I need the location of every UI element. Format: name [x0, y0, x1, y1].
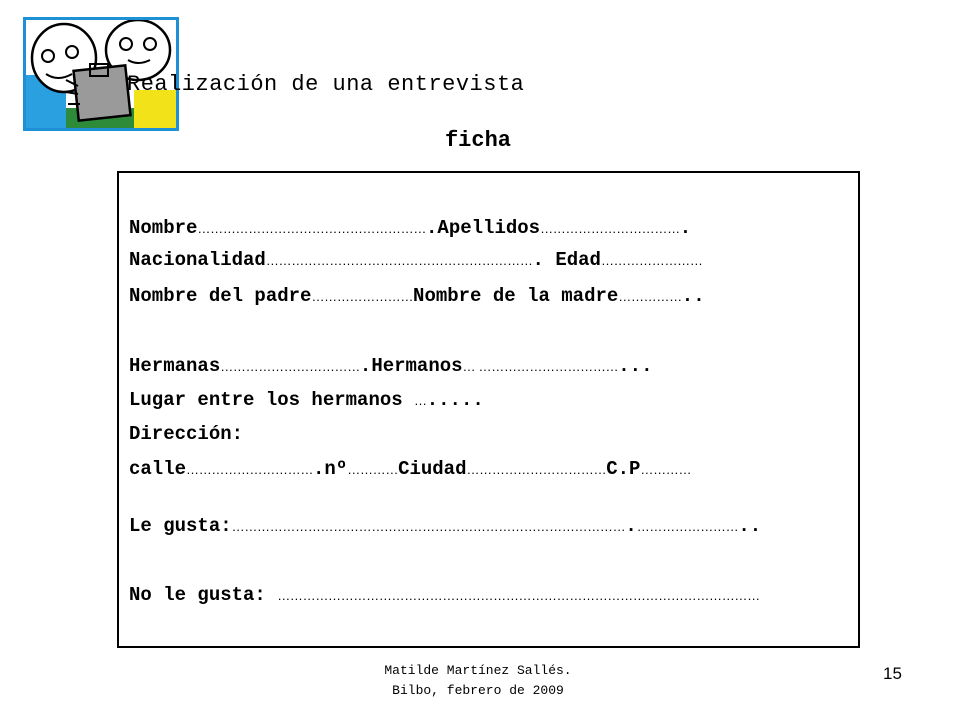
lugar-field-dots: …	[414, 393, 427, 408]
apellidos-label: .Apellidos	[426, 217, 541, 239]
le-gusta-field-dots: …………………………………………………………………………………	[231, 519, 626, 534]
form-row-name	[129, 217, 691, 240]
footer-author-name: Matilde Martínez Sallés.	[384, 663, 572, 678]
form-row-dislikes	[129, 584, 760, 607]
interview-form-box	[117, 171, 860, 648]
numero-field-dots: …………	[347, 462, 399, 477]
nombre-label: Nombre	[129, 217, 198, 239]
edad-label: . Edad	[532, 249, 601, 271]
nombre-field-dots: ………………………………………………	[197, 221, 427, 236]
padre-field-dots: ……………………	[311, 289, 414, 304]
hermanos-label: .Hermanos	[359, 355, 463, 377]
form-row-street	[129, 458, 691, 481]
form-row-sibling-place	[129, 389, 484, 412]
form-row-likes	[129, 515, 761, 538]
nacionalidad-label: Nacionalidad	[129, 249, 266, 271]
row-mid: .	[625, 515, 637, 537]
calle-field-dots: …………………………	[186, 462, 314, 477]
row-end: .	[679, 217, 692, 239]
cp-label: C.P	[606, 458, 641, 480]
row-end: ...	[618, 355, 653, 377]
footer-author	[0, 661, 956, 701]
page-number: 15	[883, 664, 902, 683]
hermanas-label: Hermanas	[129, 355, 221, 377]
ciudad-field-dots: ……………………………	[466, 462, 607, 477]
form-row-parents	[129, 285, 705, 308]
row-end: ..	[738, 515, 762, 537]
padre-label: Nombre del padre	[129, 285, 312, 307]
no-le-gusta-field-dots: ……………………………………………………………………………………………………	[277, 588, 760, 603]
form-row-address	[129, 423, 243, 445]
row-end: ..	[681, 285, 705, 307]
direccion-label: Dirección:	[129, 423, 244, 445]
footer-place-date: Bilbo, febrero de 2009	[392, 683, 564, 698]
madre-label: Nombre de la madre	[413, 285, 619, 307]
cp-field-dots: …………	[640, 462, 692, 477]
nacionalidad-field-dots: ………………………………………………………	[265, 253, 533, 268]
lugar-label: Lugar entre los hermanos	[129, 389, 415, 411]
le-gusta-label: Le gusta:	[129, 515, 232, 537]
calle-label: calle	[129, 458, 187, 480]
hermanos-field-dots: … ……………………………	[462, 359, 619, 374]
row-end: .....	[426, 389, 484, 411]
madre-field-dots: ……………	[618, 289, 682, 304]
no-le-gusta-label: No le gusta:	[129, 584, 278, 606]
page-title: Realización de una entrevista	[127, 72, 525, 97]
numero-label: .nº	[313, 458, 348, 480]
edad-field-dots: ……………………	[600, 253, 703, 268]
form-row-siblings	[129, 355, 652, 378]
form-row-nationality	[129, 249, 703, 272]
le-gusta-field-dots-2: ……………………	[636, 519, 739, 534]
hermanas-field-dots: ……………………………	[220, 359, 360, 374]
ciudad-label: Ciudad	[398, 458, 467, 480]
apellidos-field-dots: ……………………………	[540, 221, 680, 236]
page-subtitle: ficha	[444, 128, 511, 153]
